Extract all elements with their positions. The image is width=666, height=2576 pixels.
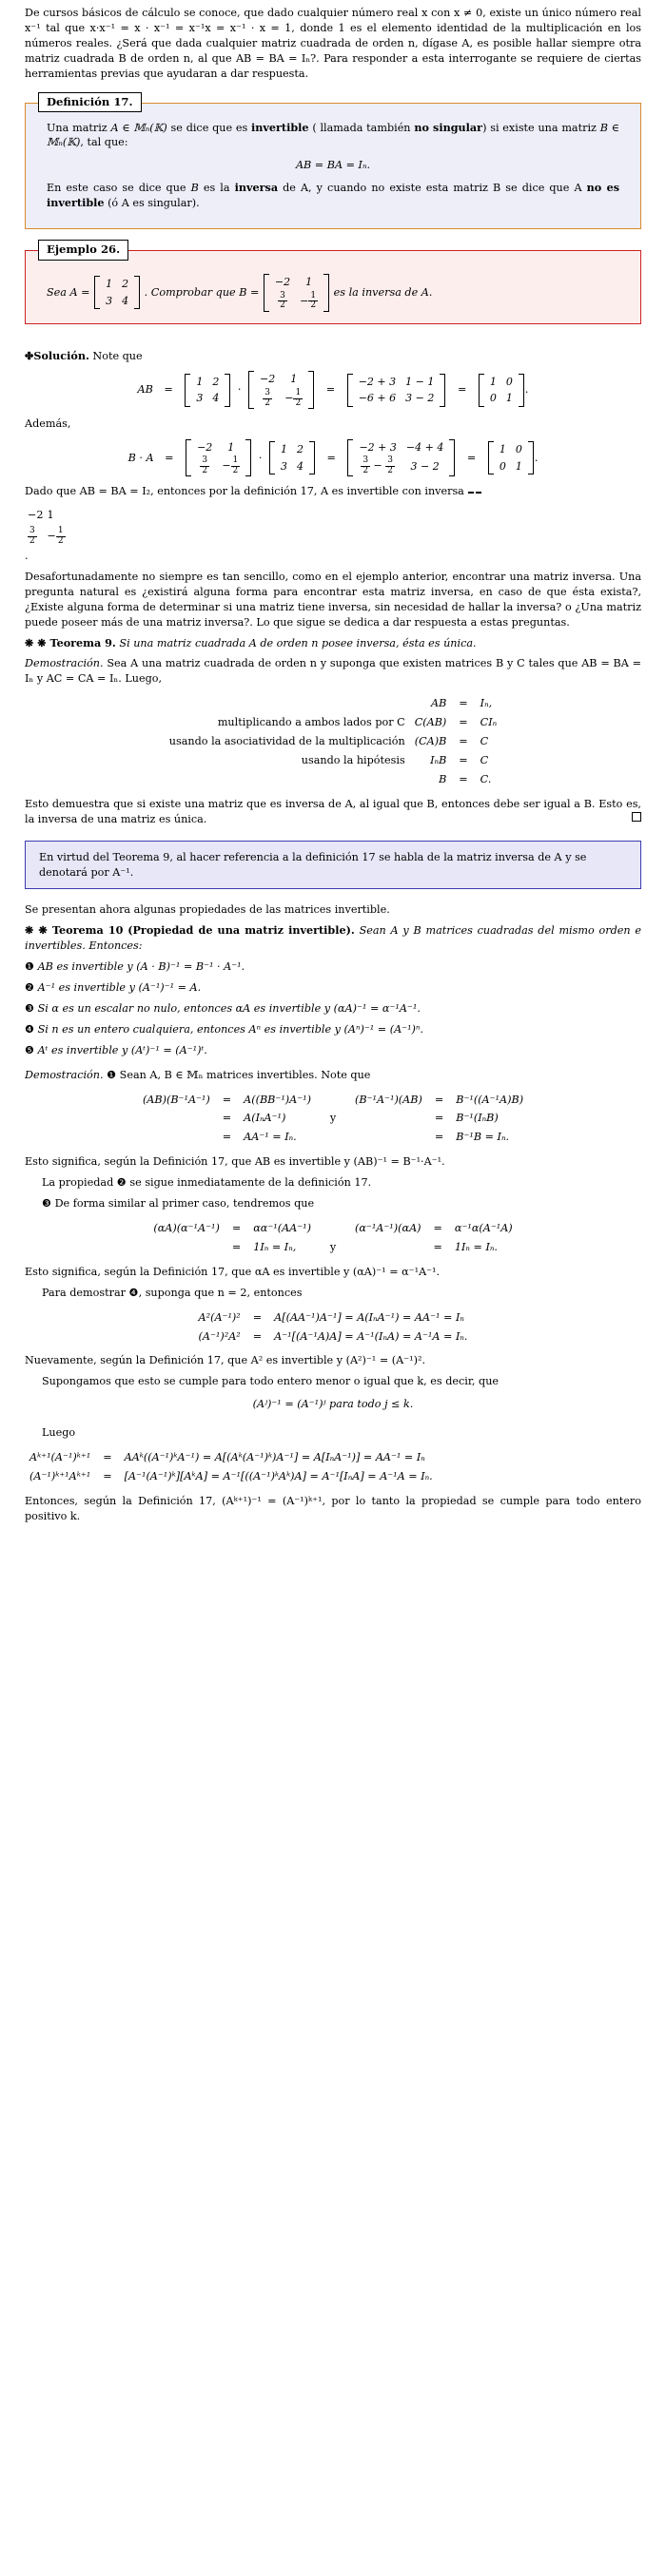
col6-op: = [103,1469,112,1482]
cell: −2 [197,440,213,454]
def-matrix-A: A ∈ 𝕄ₙ(𝕂) [110,121,167,134]
cell: 3 [106,294,113,307]
cell: 4 [296,459,304,473]
cell: −2 + 3 [359,440,397,454]
cell: 2 [296,442,304,455]
example-box-wrapper [25,242,641,323]
cell: 3 − 2 [405,392,435,405]
item-text: AB es invertible y (A · B)⁻¹ = B⁻¹ · A⁻¹. [37,960,245,974]
col3-lhs [148,1238,225,1257]
AB-label: AB [137,383,153,397]
cell: 1 [227,440,235,454]
item-number: ❶ [25,960,35,974]
luego-text: Luego [42,1426,76,1440]
frac-num: 1 [57,526,64,536]
col1-rhs: AA⁻¹ = Iₙ. [244,1131,297,1144]
col3-op: = [231,1240,242,1253]
proof-row [138,1109,528,1128]
cell: 0 [515,442,522,455]
teorema9-header [25,636,641,651]
def2-bold-noinvertible: no es invertible [47,181,619,210]
BA-matrix-1 [186,439,251,476]
col6-rhs: AAᵏ((A⁻¹)ᵏA⁻¹) = A[(Aᵏ(A⁻¹)ᵏ)A⁻¹] = A[IₙA⁻¹)] = AA⁻¹ = Iₙ [124,1451,425,1464]
cell: −6 + 6 [358,392,397,405]
def2-B: B [190,182,199,195]
frac-num: 3 [280,290,285,300]
solution-note: Note que [92,349,143,362]
def-text-b: se dice que es [166,121,252,134]
item-text: Aᵗ es invertible y (Aᵗ)⁻¹ = (A⁻¹)ᵗ. [37,1043,207,1056]
solution-header [25,349,641,364]
derivation-row [165,751,501,770]
col4-lhs [350,1238,426,1257]
col1-lhs [138,1128,215,1147]
note-box [25,841,641,890]
col1-lhs [138,1109,215,1128]
col3-rhs: αα⁻¹(AA⁻¹) [253,1222,311,1235]
cell: 1 [280,442,287,455]
row-rhs: CIₙ [480,716,498,729]
dem-1-text: ❶ Sean A, B ∈ 𝕄ₙ matrices invertibles. Note que [107,1068,371,1081]
col2-lhs: (B⁻¹A⁻¹)(AB) [355,1093,422,1106]
row-rhs: C [480,735,489,748]
frac-num: 3 [29,526,35,536]
frac-den: 2 [202,465,208,475]
teorema10-header [25,923,641,954]
teorema10-item [25,980,641,996]
AB-matrix-1 [185,374,230,407]
col6-lhs: (A⁻¹)ᵏ⁺¹Aᵏ⁺¹ [29,1469,91,1482]
BA-matrix-4 [488,441,534,475]
item-number: ❸ [25,1001,35,1015]
definition-paragraph-1 [47,121,619,151]
teorema9-derivation [165,694,501,789]
col5-rhs: A[(AA⁻¹)A⁻¹] = A(IₙA⁻¹) = AA⁻¹ = Iₙ [274,1310,464,1324]
definition-equation: AB = BA = Iₙ. [295,159,371,172]
derivation-row [165,732,501,751]
col1-lhs: (AB)(B⁻¹A⁻¹) [142,1093,210,1106]
proof-row [194,1308,473,1327]
closing-text: Dado que AB = BA = I₂, entonces por la definición 17, A es invertible con inversa [25,485,464,498]
cell: 4 [212,392,220,405]
def-text-c: ( llamada también [308,121,415,134]
def2-text-c: de A, y cuando no existe esta matriz B se dice que A [278,182,587,195]
def-bold-nonsingular: no singular [414,120,483,134]
prop4-lead: Para demostrar ❹, suponga que n = 2, entonces [42,1286,303,1299]
dem-label: Demostración. [25,657,104,670]
row-lhs: B [439,772,447,785]
frac-den: 2 [280,300,285,311]
col1-op: = [222,1131,232,1144]
after-prop4b: Supongamos que esto se cumple para todo entero menor o igual que k, es decir, que [42,1375,500,1388]
induction-hypothesis: (Aʲ)⁻¹ = (A⁻¹)ʲ para todo j ≤ k. [252,1398,414,1411]
example-lead: Sea A = [47,285,90,299]
row-label: usando la asociatividad de la multiplicación [168,735,405,748]
row-lhs: AB [430,697,447,710]
row-lhs: (CA)B [414,735,447,748]
closing-period: . [25,550,29,563]
cell: − $\frac{1}{2}$ [222,455,239,475]
proof-conjunction: y [329,1112,337,1125]
teorema10-item [25,959,641,975]
cell: 2 [122,278,129,291]
def2-bold-inversa: inversa [234,181,279,195]
cell: 1 [305,276,313,289]
col6-rhs: [A⁻¹(A⁻¹)ᵏ][AᵏA] = A⁻¹[((A⁻¹)ᵏAᵏ)A] = A⁻¹[IₙA] = A⁻¹A = Iₙ. [124,1469,433,1482]
proof-row [148,1238,517,1257]
after-prop1: Esto significa, según la Definición 17, que AB es invertible y (AB)⁻¹ = B⁻¹·A⁻¹. [25,1155,445,1169]
row-label: multiplicando a ambos lados por C [217,716,405,729]
AB-matrix-3 [347,374,446,407]
teorema10-item [25,1022,641,1037]
derivation-row [165,694,501,713]
row-lhs: IₙB [430,753,447,766]
cell: −2 [274,276,291,289]
frac-den: 2 [295,397,302,408]
col1-rhs: A(IₙA⁻¹) [244,1112,286,1125]
def-matrix-B: B ∈ 𝕄ₙ(𝕂) [47,121,619,149]
proof-induction [25,1448,438,1486]
col3-lhs: (αA)(α⁻¹A⁻¹) [153,1222,220,1235]
proof-row [194,1327,473,1346]
col2-rhs: B⁻¹((A⁻¹A)B) [456,1093,524,1106]
frac-den: 2 [232,465,239,475]
cell: 1 − 1 [405,375,435,388]
BA-label: B · A [127,451,154,464]
solution-BA-equation: B · A = −2 1 $\frac{3}{2}$ − $\frac{1}{2}$ · 1 2 3 4 = −2 + 3 −4 + 4 $\frac{3}{2}$ − $\frac{3}{2}$ 3 − 2 = 1 0 0 1 . [127,440,539,475]
BA-matrix-3 [347,439,455,476]
def-text-e: , tal que: [80,136,128,149]
def-text-d: ) si existe una matriz [482,121,600,134]
col2-rhs: B⁻¹B = Iₙ. [456,1131,510,1144]
col4-op: = [433,1222,442,1235]
def2-text-d: (ó A es singular). [104,197,200,210]
cell: − $\frac{1}{2}$ [47,526,64,546]
col1-op: = [222,1112,232,1125]
prop3-lead: ❸ De forma similar al primer caso, tendremos que [42,1197,315,1211]
ademas-text: Además, [25,416,71,430]
cell: 3 [196,392,204,405]
solution-marker: ✤Solución. [25,348,89,362]
col4-op: = [433,1240,442,1253]
col2-op: = [434,1093,444,1106]
cell: 0 [499,459,506,473]
proof-power-two [194,1308,473,1346]
derivation-row [165,770,501,789]
dem-label: Demostración. [25,1068,104,1081]
row-op: = [459,772,468,785]
cell: 1 [47,509,54,522]
cell [192,455,217,476]
col2-op: = [434,1112,444,1125]
propiedades-lead: Se presentan ahora algunas propiedades de las matrices invertible. [25,903,390,917]
intro-paragraph: De cursos básicos de cálculo se conoce, que dado cualquier número real x con x ≠ 0, existe un único número real x⁻¹ tal que x·x⁻¹ = x · x⁻¹ = x⁻¹x = x⁻¹ · x = 1, donde 1 es el elemento identidad de la multiplicación en los números reales. ¿Será que dada cualquier matriz cuadrada de orden n, dígase A, es posible hallar siempre otra matriz cuadrada B de orden n, al que AB = BA = Iₙ?. Para responder a esta interrogante se requiere de ciertas herramientas previas que ayudaran a dar respuesta. [25,7,641,80]
item-text: Si α es un escalar no nulo, entonces αA es invertible y (αA)⁻¹ = α⁻¹A⁻¹. [37,1001,421,1015]
proof-three-columns [148,1219,517,1257]
teorema9-statement: Si una matriz cuadrada A de orden n posee inversa, ésta es única. [119,636,477,649]
col1-op: = [222,1093,232,1106]
teorema9-demostracion [25,656,641,687]
row-rhs: Iₙ, [480,697,493,710]
teorema10-title: (Propiedad de una matriz invertible). [127,923,355,938]
row-op: = [459,697,468,710]
col4-rhs: α⁻¹α(A⁻¹A) [454,1222,513,1235]
proof-conjunction: y [329,1240,337,1253]
cell [270,291,295,312]
row-rhs: C [480,753,489,766]
example-statement [47,274,619,311]
col5-rhs: A⁻¹[(A⁻¹A)A] = A⁻¹(IₙA) = A⁻¹A = Iₙ. [274,1329,468,1343]
row-op: = [459,716,468,729]
AB-matrix-2 [248,371,314,408]
cell: 1 [106,278,113,291]
def2-text-b: es la [198,182,235,195]
def-bold-invertible: invertible [251,120,309,134]
col1-rhs: A((BB⁻¹)A⁻¹) [244,1093,311,1106]
col6-lhs: Aᵏ⁺¹(A⁻¹)ᵏ⁺¹ [29,1451,91,1464]
proof-row [25,1448,438,1467]
cell: 1 [505,392,513,405]
dem-text: Sea A una matriz cuadrada de orden n y suponga que existen matrices B y C tales que AB = BA = Iₙ y AC = CA = Iₙ. Luego, [25,657,642,686]
cell: − $\frac{1}{2}$ [284,388,302,408]
def2-text-a: En este caso se dice que [47,182,191,195]
col5-op: = [252,1310,263,1324]
col3-rhs: 1Iₙ = Iₙ, [253,1240,297,1253]
col3-op: = [231,1222,242,1235]
cell [255,388,280,409]
col4-lhs: (α⁻¹A⁻¹)(αA) [355,1222,421,1235]
frac-num: 3 [202,455,208,466]
final-paragraph: Entonces, según la Definición 17, (Aᵏ⁺¹)⁻¹ = (A⁻¹)ᵏ⁺¹, por lo tanto la propiedad se cumple para todo entero positivo k. [25,1494,641,1522]
cell [27,526,45,547]
proof-two-columns [138,1091,528,1148]
proof-row [138,1091,528,1110]
frac-num: 1 [310,290,317,300]
cell: $\frac{3}{2}$ − $\frac{3}{2}$ [362,455,394,475]
proof-row [25,1467,438,1486]
definition-box-wrapper [25,94,641,230]
solution-closing [25,484,641,499]
row-label: usando la hipótesis [301,753,405,766]
qed-square [632,812,641,822]
example-mid-text: . Comprobar que B = [144,285,260,299]
cell: −2 [28,509,44,522]
col6-op: = [103,1451,112,1464]
col4-rhs: 1Iₙ = Iₙ. [454,1240,498,1253]
after-prop3: Esto significa, según la Definición 17, que αA es invertible y (αA)⁻¹ = α⁻¹A⁻¹. [25,1265,441,1278]
definition-title: Definición 17. [38,92,142,112]
teorema10-item [25,1043,641,1058]
item-text: A⁻¹ es invertible y (A⁻¹)⁻¹ = A. [37,981,202,995]
cell: 3 [280,459,287,473]
proof-row [148,1219,517,1238]
teorema9-marker: ❋ ❋ Teorema 9. [25,635,116,649]
item-number: ❹ [25,1022,35,1036]
col5-op: = [252,1329,263,1343]
item-number: ❷ [25,981,35,995]
frac-den: 2 [29,535,35,546]
derivation-row [165,713,501,732]
cell: 1 [499,442,506,455]
frac-num: 3 [264,388,271,398]
cell: 0 [505,375,513,388]
item-text: Si n es un entero cualquiera, entonces Aⁿ es invertible y (Aⁿ)⁻¹ = (A⁻¹)ⁿ. [37,1022,424,1036]
row-label [165,770,410,789]
cell: −4 + 4 [405,440,444,454]
example-matrix-A [94,276,140,309]
example-box [25,250,641,323]
desafortunadamente-paragraph: Desafortunadamente no siempre es tan sencillo, como en el ejemplo anterior, encontrar una matriz inversa. Una pregunta natural es ¿existirá alguna forma para encontrar esta matriz inversa, en caso de que ésta exista?, ¿Existe alguna forma de determinar si una matriz tiene inversa, sin necesidad de hallar la inversa? o ¿Una matriz puede poseer más de una matriz inversa?. Lo que sigue se dedica a dar respuesta a estas preguntas. [25,570,641,629]
after-prop4a: Nuevamente, según la Definición 17, que A² es invertible y (A²)⁻¹ = (A⁻¹)². [25,1354,426,1367]
conclusion-text: Esto demuestra que si existe una matriz que es inversa de A, al igual que B, entonces debe ser igual a B. Esto es, la inversa de una matriz es única. [25,797,641,825]
col2-rhs: B⁻¹(IₙB) [456,1112,499,1125]
proof-row [138,1128,528,1147]
row-op: = [459,735,468,748]
cell: 1 [515,459,522,473]
frac-den: 2 [310,300,317,311]
cell: 0 [489,392,497,405]
cell: 4 [122,294,129,307]
row-rhs: C. [480,772,492,785]
cell: 1 [489,375,497,388]
frac-den: 2 [57,535,64,546]
cell: 1 [196,375,204,388]
AB-matrix-4 [479,374,524,407]
col2-op: = [434,1131,444,1144]
col5-lhs: A²(A⁻¹)² [198,1310,241,1324]
row-op: = [459,753,468,766]
prop2-text: La propiedad ❷ se sigue inmediatamente de la definición 17. [42,1176,372,1190]
teorema10-marker: ❋ ❋ Teorema 10 [25,923,124,938]
note-box-text: En virtud del Teorema 9, al hacer referencia a la definición 17 se habla de la matriz inversa de A y se denotará por A⁻¹. [39,850,587,879]
example-title: Ejemplo 26. [38,240,128,260]
row-label [165,694,410,713]
cell: − $\frac{1}{2}$ [300,290,317,311]
cell: −2 [260,373,276,386]
teorema9-conclusion [25,797,641,827]
teorema10-statement: Sean A y B matrices cuadradas del mismo orden e invertibles. Entonces: [25,924,641,953]
definition-paragraph-2 [47,181,619,211]
item-number: ❺ [25,1043,35,1056]
col5-lhs: (A⁻¹)²A² [198,1329,241,1343]
teorema10-dem-label [25,1068,641,1083]
definition-box [25,103,641,230]
col2-lhs [350,1109,427,1128]
row-lhs: C(AB) [414,716,447,729]
solution-AB-equation: AB = 1 2 3 4 · −2 1 $\frac{3}{2}$ − $\frac{1}{2}$ = −2 + 3 1 − 1 −6 + 6 3 − 2 = 1 0 0 1 . [137,373,529,408]
BA-matrix-2 [269,441,315,475]
cell: 3 − 2 [410,459,440,473]
example-matrix-B [264,274,329,311]
teorema10-item [25,1001,641,1017]
cell: −2 + 3 [358,375,397,388]
cell: 2 [212,375,220,388]
frac-den: 2 [264,397,271,408]
example-tail-text: es la inversa de A. [333,285,433,299]
cell: 1 [290,373,298,386]
frac-num: 1 [232,455,239,466]
col2-lhs [350,1128,427,1147]
frac-num: 1 [295,388,302,398]
def-text-a: Una matriz [47,121,111,134]
